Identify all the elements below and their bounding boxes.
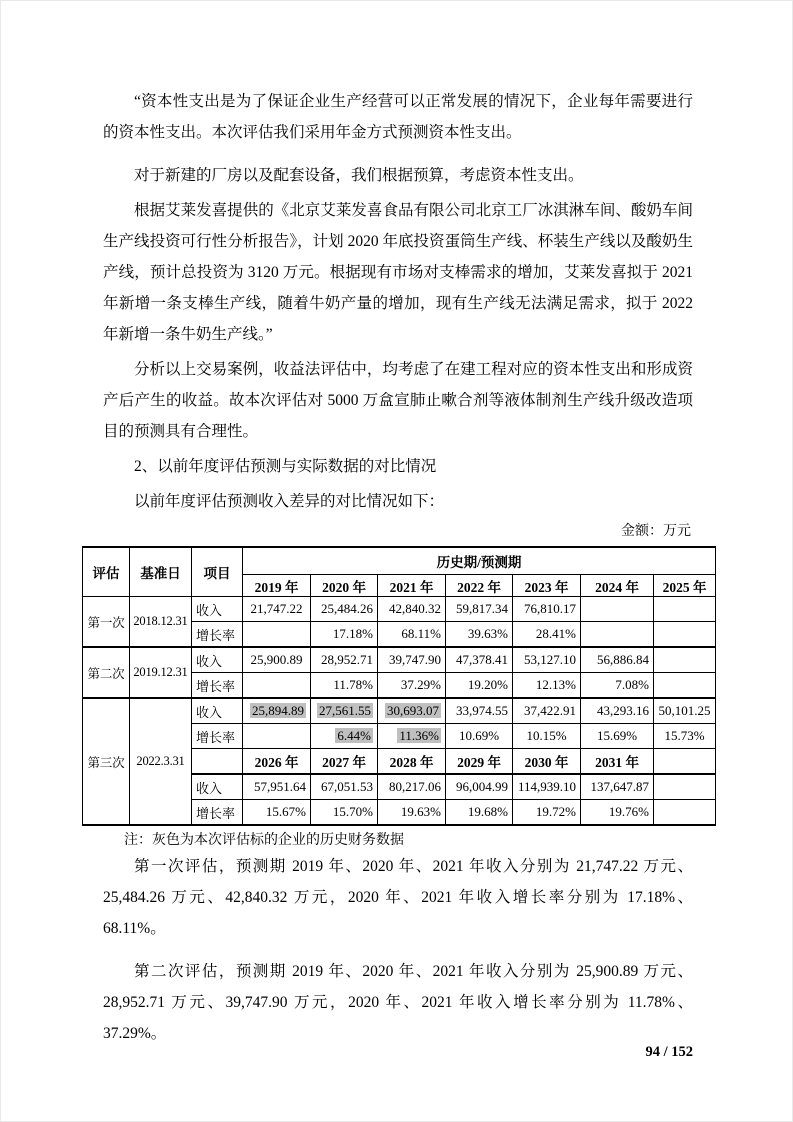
table-cell: 47,378.41 (446, 647, 513, 673)
table-row (83, 547, 716, 575)
table-header-cell: 2020 年 (311, 575, 378, 597)
table-cell: 39.63% (446, 622, 513, 648)
highlighted-value: 30,693.07 (387, 703, 439, 718)
table-header-cell: 2031 年 (581, 749, 654, 775)
table-cell (654, 673, 716, 699)
paragraph-new-plant-capex: 对于新建的厂房以及配套设备，我们根据预算，考虑资本性支出。 (134, 167, 584, 184)
table-cell: 第二次 (83, 647, 130, 698)
table-cell: 19.76% (581, 800, 654, 826)
table-cell: 2022.3.31 (130, 698, 192, 825)
table-header-cell: 2026 年 (243, 749, 311, 775)
highlighted-value: 6.44% (337, 728, 371, 743)
table-cell (654, 622, 716, 648)
table-cell: 50,101.25 (654, 698, 716, 724)
table-cell: 42,840.32 (378, 597, 446, 622)
section-heading-comparison: 2、以前年度评估预测与实际数据的对比情况 (134, 458, 437, 475)
table-cell: 37.29% (378, 673, 446, 699)
highlighted-value: 11.36% (399, 728, 439, 743)
table-header-cell: 2023 年 (513, 575, 581, 597)
paragraph-investment-plan: 根据艾莱发喜提供的《北京艾莱发喜食品有限公司北京工厂冰淇淋车间、酸奶车间生产线投资可行性分析报告》，计划 2020 年底投资蛋筒生产线、杯装生产线以及酸奶生产线，预计总投资为 3120 万元。根据现有市场对支棒需求的增加，艾莱发喜拟于 2021 年新增一条支棒生产线，随着牛奶产量的增加，现有生产线无法满足需求，拟于 2022 年新增一条牛奶生产线。” (103, 202, 693, 343)
table-cell (378, 698, 446, 724)
table-cell: 25,484.26 (311, 597, 378, 622)
table-header-cell: 2027 年 (311, 749, 378, 775)
table-header-cell: 2029 年 (446, 749, 513, 775)
table-cell: 增长率 (192, 724, 243, 749)
table-cell (243, 698, 311, 724)
table-cell (243, 724, 311, 749)
table-cell: 19.63% (378, 800, 446, 826)
table-cell (654, 597, 716, 622)
table-header-cell: 项目 (192, 547, 243, 597)
table-row (83, 647, 716, 673)
table-cell: 15.69% (581, 724, 654, 749)
table-cell: 17.18% (311, 622, 378, 648)
table-cell: 7.08% (581, 673, 654, 699)
table-note: 注：灰色为本次评估标的企业的历史财务数据 (124, 833, 404, 848)
table-cell: 21,747.22 (243, 597, 311, 622)
table-cell: 15.70% (311, 800, 378, 826)
table-cell (581, 597, 654, 622)
table-cell: 第一次 (83, 597, 130, 648)
table-cell: 12.13% (513, 673, 581, 699)
table-cell: 15.73% (654, 724, 716, 749)
table-cell: 137,647.87 (581, 774, 654, 800)
table-cell: 76,810.17 (513, 597, 581, 622)
table-cell (243, 673, 311, 699)
paragraph-first-assessment: 第一次评估，预测期 2019 年、2020 年、2021 年收入分别为 21,747.22 万元、25,484.26 万元、42,840.32 万元，2020 年、2021 年收入增长率分别为 17.18%、68.11%。 (103, 858, 693, 937)
table-cell (311, 724, 378, 749)
comparison-table (82, 546, 716, 826)
table-cell: 10.69% (446, 724, 513, 749)
table-header-cell: 2024 年 (581, 575, 654, 597)
table-cell: 68.11% (378, 622, 446, 648)
paragraph-capex-policy: “资本性支出是为了保证企业生产经营可以正常发展的情况下，企业每年需要进行的资本性支出。本次评估我们采用年金方式预测资本性支出。 (103, 93, 693, 141)
table-cell: 收入 (192, 647, 243, 673)
table-cell (654, 749, 716, 775)
table-cell (654, 800, 716, 826)
table-cell: 96,004.99 (446, 774, 513, 800)
table-cell: 57,951.64 (243, 774, 311, 800)
table-cell: 第三次 (83, 698, 130, 825)
page-number: 94 / 152 (645, 1044, 693, 1060)
table-cell: 增长率 (192, 800, 243, 826)
table-header-cell: 2021 年 (378, 575, 446, 597)
paragraph-analysis-conclusion: 分析以上交易案例，收益法评估中，均考虑了在建工程对应的资本性支出和形成资产后产生的收益。故本次评估对 5000 万盒宣肺止嗽合剂等液体制剂生产线升级改造项目的预测具有合理性。 (103, 361, 693, 440)
table-unit-label: 金额：万元 (621, 524, 691, 539)
table-cell (581, 622, 654, 648)
table-cell: 2019.12.31 (130, 647, 192, 698)
table-cell: 收入 (192, 597, 243, 622)
table-cell: 37,422.91 (513, 698, 581, 724)
table-cell: 59,817.34 (446, 597, 513, 622)
table-header-cell: 历史期/预测期 (243, 547, 716, 575)
table-header-cell: 评估 (83, 547, 130, 597)
table-header-cell: 2028 年 (378, 749, 446, 775)
table-cell: 增长率 (192, 622, 243, 648)
paragraph-comparison-intro: 以前年度评估预测收入差异的对比情况如下： (134, 493, 445, 510)
table-row (83, 698, 716, 724)
comparison-table-region (82, 521, 715, 851)
table-cell (378, 724, 446, 749)
table-cell: 53,127.10 (513, 647, 581, 673)
table-cell (654, 647, 716, 673)
table-header-cell: 基准日 (130, 547, 192, 597)
table-cell (311, 698, 378, 724)
table-cell: 19.20% (446, 673, 513, 699)
table-cell: 收入 (192, 698, 243, 724)
table-header-cell: 2019 年 (243, 575, 311, 597)
table-cell: 19.72% (513, 800, 581, 826)
table-cell: 114,939.10 (513, 774, 581, 800)
highlighted-value: 25,894.89 (252, 703, 304, 718)
table-body (83, 547, 716, 825)
table-cell: 28.41% (513, 622, 581, 648)
table-cell: 25,900.89 (243, 647, 311, 673)
paragraph-second-assessment: 第二次评估，预测期 2019 年、2020 年、2021 年收入分别为 25,900.89 万元、28,952.71 万元、39,747.90 万元，2020 年、2021 年收入增长率分别为 11.78%、37.29%。 (103, 963, 693, 1042)
table-cell: 33,974.55 (446, 698, 513, 724)
table-cell: 收入 (192, 774, 243, 800)
highlighted-value: 27,561.55 (319, 703, 371, 718)
table-cell: 80,217.06 (378, 774, 446, 800)
table-cell: 43,293.16 (581, 698, 654, 724)
table-header-cell: 2022 年 (446, 575, 513, 597)
table-cell: 10.15% (513, 724, 581, 749)
table-cell: 28,952.71 (311, 647, 378, 673)
table-cell: 19.68% (446, 800, 513, 826)
table-cell: 2018.12.31 (130, 597, 192, 648)
table-cell (192, 749, 243, 775)
table-cell: 15.67% (243, 800, 311, 826)
table-header-cell: 2030 年 (513, 749, 581, 775)
table-cell: 67,051.53 (311, 774, 378, 800)
table-header-cell: 2025 年 (654, 575, 716, 597)
table-cell: 11.78% (311, 673, 378, 699)
table-cell: 增长率 (192, 673, 243, 699)
table-cell: 56,886.84 (581, 647, 654, 673)
table-row (83, 597, 716, 622)
table-cell (243, 622, 311, 648)
table-cell (654, 774, 716, 800)
table-cell: 39,747.90 (378, 647, 446, 673)
